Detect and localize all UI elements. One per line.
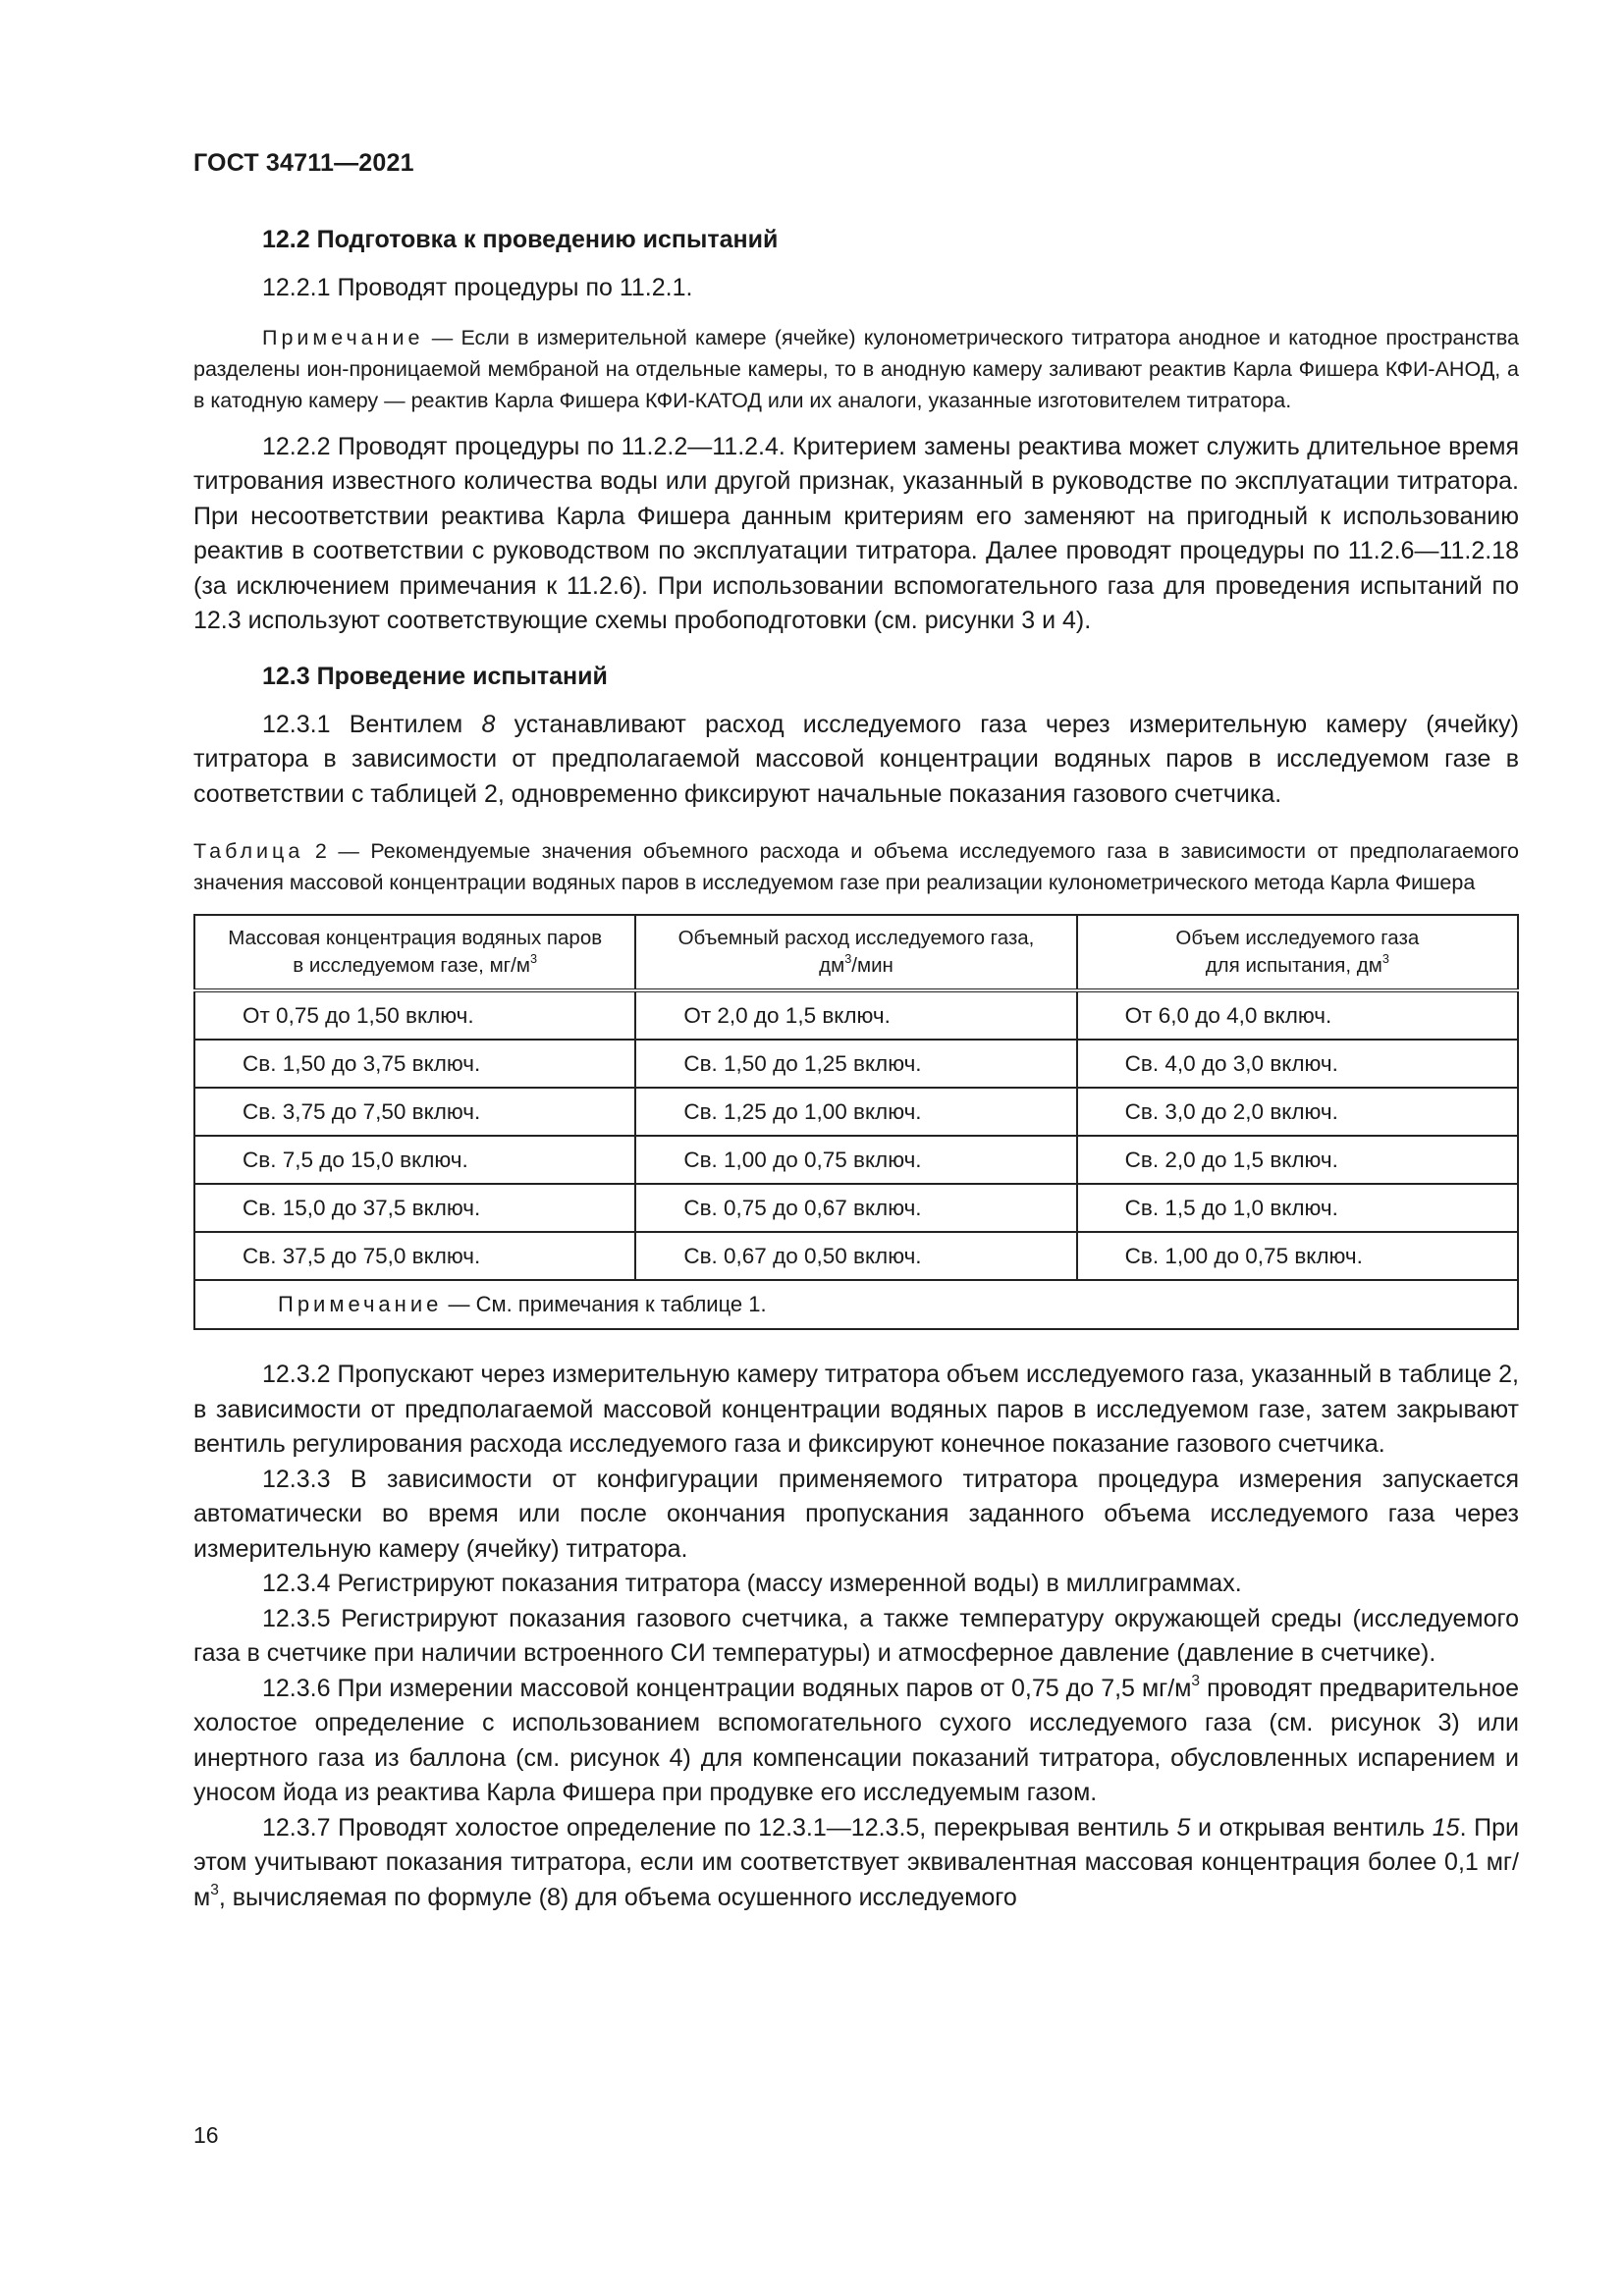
table-row	[194, 1040, 1518, 1088]
paragraph-12-3-2: 12.3.2 Пропускают через измерительную камеру титратора объем исследуемого газа, указанный в таблице 2, в зависимости от предполагаемой массовой концентрации водяных паров в исследуемом газе, затем закрывают вентиль регулирования расхода исследуемого газа и фиксируют конечное показание газового счетчика.	[193, 1361, 1519, 1458]
header-line: Объемный расход исследуемого газа,	[677, 927, 1035, 949]
valve-number: 8	[481, 710, 496, 738]
table-header-row	[194, 915, 1518, 990]
table-row	[194, 1136, 1518, 1184]
note-text: — Если в измерительной камере (ячейке) кулонометрического титратора анодное и катодное пространства разделены ион-проницаемой мембраной на отдельные камеры, то в анодную камеру заливают реактив Карла Фишера КФИ-АНОД, а в катодную камеру — реактив Карла Фишера КФИ-КАТОД или их аналоги, указанные изготовителем титратора.	[193, 325, 1519, 412]
text-run: . При этом учитывают показания титратора, если им соответствует эквивалентная массовая концентрация более 0,1 мг/м	[193, 1813, 1520, 1911]
superscript: 3	[844, 951, 852, 967]
table-row	[194, 1088, 1518, 1136]
text-run: 12.3.6 При измерении массовой концентрации водяных паров от 0,75 до 7,5 мг/м	[262, 1674, 1192, 1702]
paragraph-12-3-6	[193, 1672, 1519, 1811]
table-note-text: — См. примечания к таблице 1.	[442, 1292, 767, 1316]
valve-number: 5	[1176, 1813, 1191, 1842]
header-line: в исследуемом газе, мг/м	[293, 954, 530, 977]
text-run: устанавливают расход исследуемого газа через измерительную камеру (ячейку) титратора в зависимости от предполагаемой массовой концентрации водяных паров в исследуемом газе в соответствии с таблицей 2, одновременно фиксируют начальные показания газового счетчика.	[193, 710, 1519, 808]
table-cell: Св. 1,50 до 1,25 включ.	[635, 1040, 1076, 1088]
text-run: 12.3.7 Проводят холостое определение по 12.3.1—12.3.5, перекрывая вентиль	[262, 1813, 1177, 1842]
page-number: 16	[193, 2122, 219, 2148]
table-caption-label: Таблица	[193, 839, 304, 863]
table-cell: Св. 15,0 до 37,5 включ.	[194, 1184, 635, 1232]
paragraph-12-3-3: 12.3.3 В зависимости от конфигурации применяемого титратора процедура измерения запускается автоматически во время или после окончания пропускания заданного объема исследуемого газа через измерительную камеру (ячейку) титратора.	[193, 1465, 1519, 1563]
text-run: проводят предварительное холостое определение с использованием вспомогательного сухого исследуемого газа (см. рисунок 3) или инертного газа из баллона (см. рисунок 4) для компенсации показаний титратора, обусловленных испарением и уносом йода из реактива Карла Фишера при продувке его исследуемым газом.	[193, 1674, 1519, 1806]
table-2	[193, 914, 1519, 1330]
note-12-2-1	[193, 322, 1519, 416]
superscript: 3	[1381, 951, 1389, 967]
table-cell: Св. 1,00 до 0,75 включ.	[1077, 1232, 1518, 1280]
header-line: Объем исследуемого газа	[1175, 927, 1420, 949]
valve-number: 15	[1432, 1813, 1460, 1842]
table-cell: Св. 1,00 до 0,75 включ.	[635, 1136, 1076, 1184]
table-cell: Св. 7,5 до 15,0 включ.	[194, 1136, 635, 1184]
text-run: и открывая вентиль	[1190, 1813, 1433, 1842]
table-cell: От 6,0 до 4,0 включ.	[1077, 990, 1518, 1040]
header-line: /мин	[851, 954, 893, 977]
paragraph-12-3-7	[193, 1811, 1519, 1916]
table-cell: От 0,75 до 1,50 включ.	[194, 990, 635, 1040]
document-code: ГОСТ 34711—2021	[193, 149, 414, 177]
document-body	[193, 222, 1519, 1915]
table-note	[194, 1280, 1518, 1329]
superscript: 3	[210, 1881, 219, 1898]
table-cell: Св. 1,50 до 3,75 включ.	[194, 1040, 635, 1088]
table-cell: Св. 3,0 до 2,0 включ.	[1077, 1088, 1518, 1136]
header-line: Массовая концентрация водяных паров	[228, 927, 603, 949]
table-cell: Св. 1,25 до 1,00 включ.	[635, 1088, 1076, 1136]
table-note-row	[194, 1280, 1518, 1329]
table-cell: Св. 3,75 до 7,50 включ.	[194, 1088, 635, 1136]
superscript: 3	[529, 951, 538, 967]
column-header-concentration	[194, 915, 635, 990]
section-heading-12-2: 12.2 Подготовка к проведению испытаний	[262, 226, 779, 253]
table-note-label: Примечание	[278, 1292, 443, 1316]
note-label: Примечание	[262, 325, 424, 349]
column-header-flow-rate	[635, 915, 1076, 990]
table-row	[194, 1232, 1518, 1280]
table-cell: Св. 0,75 до 0,67 включ.	[635, 1184, 1076, 1232]
table-caption-text: 2 — Рекомендуемые значения объемного расхода и объема исследуемого газа в зависимости от предполагаемого значения массовой концентрации водяных паров в исследуемом газе при реализации кулонометрического метода Карла Фишера	[193, 839, 1519, 894]
table-cell: Св. 0,67 до 0,50 включ.	[635, 1232, 1076, 1280]
table-cell: Св. 37,5 до 75,0 включ.	[194, 1232, 635, 1280]
table-cell: Св. 2,0 до 1,5 включ.	[1077, 1136, 1518, 1184]
paragraph-12-3-4: 12.3.4 Регистрируют показания титратора (массу измеренной воды) в миллиграммах.	[262, 1570, 1242, 1597]
table-caption	[193, 835, 1519, 898]
table-row	[194, 1184, 1518, 1232]
section-heading-12-3: 12.3 Проведение испытаний	[262, 662, 608, 690]
text-run: , вычисляемая по формуле (8) для объема осушенного исследуемого	[218, 1883, 1017, 1911]
column-header-volume	[1077, 915, 1518, 990]
header-line: дм	[819, 954, 845, 977]
header-line: для испытания, дм	[1205, 954, 1382, 977]
paragraph-12-2-1: 12.2.1 Проводят процедуры по 11.2.1.	[262, 274, 693, 301]
table-cell: Св. 4,0 до 3,0 включ.	[1077, 1040, 1518, 1088]
table-cell: От 2,0 до 1,5 включ.	[635, 990, 1076, 1040]
superscript: 3	[1191, 1672, 1201, 1689]
table-row	[194, 990, 1518, 1040]
paragraph-12-2-2: 12.2.2 Проводят процедуры по 11.2.2—11.2.4. Критерием замены реактива может служить длительное время титрования известного количества воды или другой признак, указанный в руководстве по эксплуатации титратора. При несоответствии реактива Карла Фишера данным критериям его заменяют на пригодный к использованию реактив в соответствии с руководством по эксплуатации титратора. Далее проводят процедуры по 11.2.6—11.2.18 (за исключением примечания к 11.2.6). При использовании вспомогательного газа для проведения испытаний по 12.3 используют соответствующие схемы пробоподготовки (см. рисунки 3 и 4).	[193, 432, 1519, 634]
table-cell: Св. 1,5 до 1,0 включ.	[1077, 1184, 1518, 1232]
text-run: 12.3.1 Вентилем	[262, 710, 482, 738]
paragraph-12-3-1	[193, 708, 1519, 813]
paragraph-12-3-5: 12.3.5 Регистрируют показания газового счетчика, а также температуру окружающей среды (исследуемого газа в счетчике при наличии встроенного СИ температуры) и атмосферное давление (давление в счетчике).	[193, 1604, 1519, 1667]
